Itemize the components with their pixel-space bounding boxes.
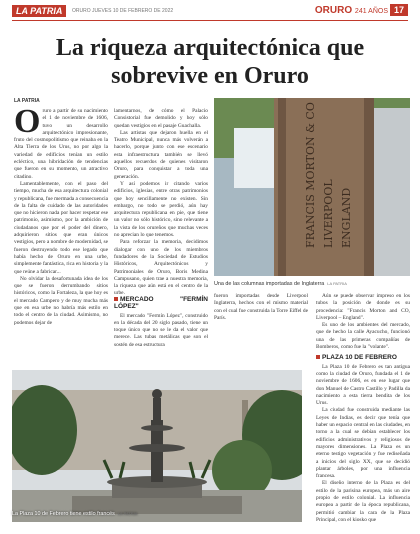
subheading-text: PLAZA 10 DE FEBRERO xyxy=(322,354,397,362)
paragraph: El diseño interno de la Plaza es del estilo de la parisina europea, más un aire propio de estilo colonial. La influencia europea a partir de la época republicana, permitió cambiar la cara de la Plaza Principal, con el kiosko que xyxy=(316,480,410,523)
iron-column-illustration xyxy=(214,98,410,276)
page-header xyxy=(0,0,420,22)
newspaper-logo: LA PATRIA xyxy=(12,5,66,17)
subheading xyxy=(316,354,410,361)
article-column-3 xyxy=(114,293,208,349)
paragraph: Es uno de los ambientes del mercado, que de hecho la calle Ayacucho, funcionó una de las primeras compañías de Bomberos, como fue la "volante". xyxy=(316,322,410,351)
paragraph: No olvidar la desafortunada idea de los que se fueron derrumbando sitios históricos, como la Fortaleza, la que hoy es el mercado Campero y de muy mucha más que en esa urbe no habría más estilo en todo el centro de la ciudad. Asimismo, no podemos dejar de xyxy=(14,275,108,326)
subheading xyxy=(114,296,208,311)
caption-text: La Plaza 10 de Febrero tiene estilo francés xyxy=(12,511,115,517)
paragraph: El mercado "Fermín López", construido en la década del 20 siglo pasado, tiene un toque único que no se le da el valor que merece. Las tubas metálicas que son el sostén de esa estructura xyxy=(114,312,208,348)
article-column-1 xyxy=(14,103,108,327)
plaza-fountain-illustration xyxy=(12,370,302,522)
svg-text:LIVERPOOL: LIVERPOOL xyxy=(322,179,335,248)
drop-cap: O xyxy=(14,103,41,140)
svg-text:FRANCIS MORTON & CO: FRANCIS MORTON & CO xyxy=(304,102,317,248)
paragraph: La ciudad fue construida mediante las Leyes de Indias, es decir que tenía que haber un espacio central en las ciudades, en torno a la cual se debían establecer los edificios administrativos y religiosos de mayores dimensiones. La Plaza es un eterno testigo vegetación y fue rediseñada a inicios del siglo XX, que se decidió plantar árboles, por una influencia francesa. xyxy=(316,407,410,480)
paragraph: ruro a partir de su nacimiento el 1 de noviembre de 1606, tuvo un desarrollo arquitectónico impresionante, fruto del cosmopolitismo que reinaba en la Alta Tierra de los Urus, no por algo la variedad de edificios tenían un estilo ecléctico, una hibridación de tendencias que fueron en su momento, un atractivo citadino. xyxy=(14,108,108,180)
square-bullet-icon xyxy=(114,297,118,301)
paragraph: Las artistas que dejaron huella en el Teatro Municipal, nunca más volverán a hacerlo, porque junto con ese escenario esta infraestructura también se llevó aquellos recuerdos de quienes visitaron Oruro, para conquistar a toda una generación. xyxy=(114,129,208,180)
photo-caption-2 xyxy=(12,511,137,517)
article-column-5 xyxy=(316,293,410,524)
column-photo xyxy=(214,98,410,276)
issue-date: ORURO JUEVES 10 DE FEBRERO DE 2022 xyxy=(72,8,174,14)
plaza-photo xyxy=(12,370,302,522)
paragraph: La Plaza 10 de Febrero es tan antigua como la ciudad de Oruro, fundada el 1 de noviembre de 1606, es en ese lugar que don Manuel de Castro Castillo y Padilla da nacimiento a esta tierra bendita de los Urus. xyxy=(316,363,410,407)
square-bullet-icon xyxy=(316,355,320,359)
article-column-4 xyxy=(214,293,308,322)
paragraph: Para reforzar la memoria, decidimos dialogar con uno de los miembros fundadores de la Sociedad de Estudios Históricos, Arquitectónicos y Patrimoniales de Oruro, Boris Medina Campusano, quien trae a nuestra memoria, la riqueza que aún está en el centro de la urbe. xyxy=(114,239,208,297)
paragraph: lamentarnos, de cómo el Palacio Consistorial fue demolido y hoy sólo quedan vestigios en el pasaje Guachalla. xyxy=(114,108,208,129)
header-rule xyxy=(12,20,408,21)
paragraph: Aún se puede observar impreso en los tubos la posición de donde es su procedencia: "Francis Morton and CO, Liverpool – England". xyxy=(316,293,410,321)
photo-credit: LA PATRIA xyxy=(117,511,138,516)
article-kicker: LA PATRIA xyxy=(14,98,40,104)
svg-text:ENGLAND: ENGLAND xyxy=(340,187,353,248)
photo-caption-1 xyxy=(214,281,347,287)
paragraph: Y así podemos ir citando varios edificios, iglesias, entre otras patrimonios que hoy sencillamente no existen. Sin embargo, no todo se perdió, aún hay arquitectura republicana en pie, que tiene un valor no sólo histórico, sino relevante a la vista de los orureños que muchas veces no aprecian lo que tenemos. xyxy=(114,180,208,239)
anniversary-label: 241 AÑOS xyxy=(354,8,388,15)
article-column-2 xyxy=(114,108,208,298)
subheading-text: MERCADO "FERMÍN LÓPEZ" xyxy=(114,296,208,311)
caption-text: Una de las columnas importadas de Inglaterra xyxy=(214,281,325,287)
page-number: 17 xyxy=(390,4,408,16)
paragraph: fueron importadas desde Liverpool Inglaterra, hechos con el mismo material con el cual fue construida la Torre Eiffel de París. xyxy=(214,293,308,321)
photo-credit: LA PATRIA xyxy=(327,281,347,286)
section-title xyxy=(315,5,388,16)
section-name: ORURO xyxy=(314,5,353,16)
article-headline: La riqueza arquitectónica que sobrevive en Oruro xyxy=(55,35,365,89)
paragraph: Lamentablemente, con el paso del tiempo, mucha de esa arquitectura colonial y republicana, fue mermada a consecuencia de la falta de cuidado de las autoridades que no hicieron nada por hacer respetar ese patrimonio, asimismo, por la ambición de ciudadanos que por el poder del dinero, adquirieron sitios que eran únicos vestigios, pero a nombre de modernidad, se fueron destruyendo todo ese legado que había hecho de Oruro en una urbe, simplemente fantástica, rica en historia y la que reúne a fabricar... xyxy=(14,180,108,275)
